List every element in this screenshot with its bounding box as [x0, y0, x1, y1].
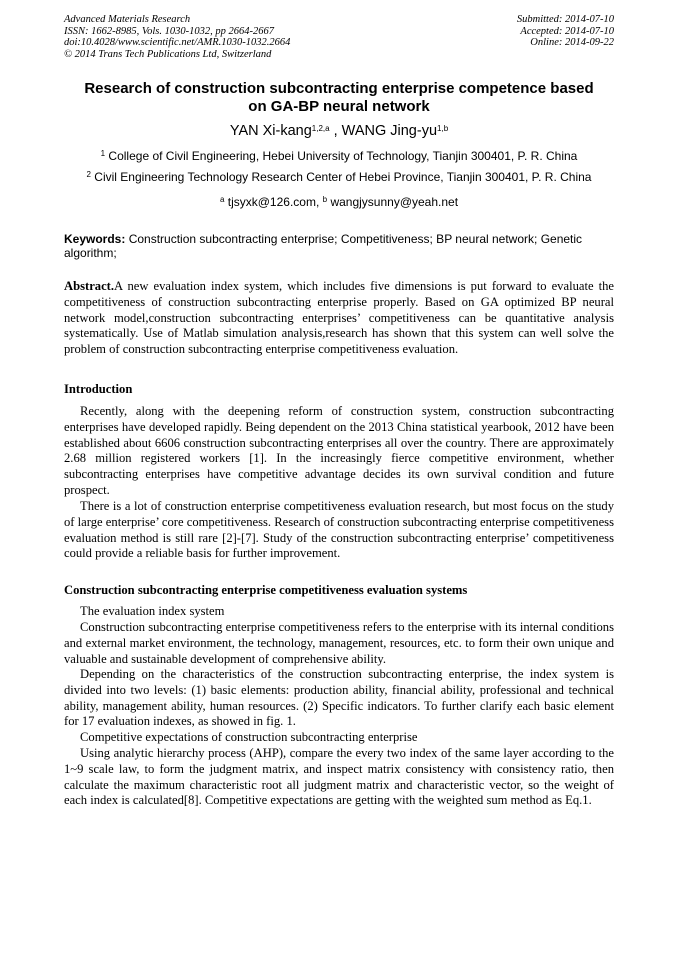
abstract — [64, 279, 614, 358]
affiliation-1-text: College of Civil Engineering, Hebei University of Technology, Tianjin 300401, P. R. China — [108, 149, 578, 163]
affiliation-1-sup: 1 — [100, 149, 106, 158]
email-b-sup: b — [322, 195, 328, 204]
introduction-paragraph-2: There is a lot of construction enterprise competitiveness evaluation research, but most focus on the study of large enterprise’ core competitiveness. Research of construction subcontracting enterprise competitiveness evaluation method is still rare [2]-[7]. Study of the construction subcontracting enterprise’ competitiveness could provide a reliable basis for further improvement. — [64, 499, 614, 561]
author-list — [64, 122, 614, 140]
introduction-heading: Introduction — [64, 382, 133, 396]
journal-header-left — [64, 14, 290, 60]
accepted-date: Accepted: 2014-07-10 — [520, 25, 614, 37]
journal-name: Advanced Materials Research — [64, 14, 191, 25]
abstract-label: Abstract. — [64, 279, 115, 293]
keywords — [64, 232, 614, 260]
introduction-paragraph-1: Recently, along with the deepening reform of construction system, construction subcontracting enterprises have developed rapidly. Being dependent on the 2013 China statistical yearbook, 2012 have been established about 6606 construction subcontracting enterprises all over the country. There are approximately 2.68 million registered workers [1]. In the increasingly fierce competitive environment, whether subcontracting enterprises have competitive advantage decides its own survival condition and future prospect. — [64, 404, 614, 497]
author-1-name: YAN Xi-kang — [229, 123, 312, 139]
section-2-paragraph-2: Depending on the characteristics of the construction subcontracting enterprise, the index system is divided into two levels: (1) basic elements: production ability, financial ability, professional and technical ability, management ability, human resources. (2) Specific indicators. To further clarify each basic element for 17 evaluation indexes, as showed in fig. 1. — [64, 667, 614, 729]
doi-line: doi:10.4028/www.scientific.net/AMR.1030-1032.2664 — [64, 37, 291, 48]
title-line-2: on GA-BP neural network — [248, 98, 430, 115]
author-2-name: WANG Jing-yu — [341, 123, 438, 139]
email-line — [64, 195, 614, 209]
section-2-paragraph-1: Construction subcontracting enterprise competitiveness refers to the enterprise with its internal conditions and external market environment, the technology, management, resources, etc. to form their own unique and valuable and sustainable development of comprehensive ability. — [64, 620, 614, 666]
subsection-competitive-expectations: Competitive expectations of construction subcontracting enterprise — [80, 730, 418, 744]
affiliation-1 — [64, 149, 614, 163]
paper-title — [64, 80, 614, 116]
abstract-text: A new evaluation index system, which includes five dimensions is put forward to evaluate the competitiveness of construction subcontracting enterprise properly. Based on GA optimized BP neural network model,construction subcontracting enterprises’ competitiveness can be quantitative analysis systematically. Use of Matlab simulation analysis,research has shown that this system can well solve the problem of construction subcontracting enterprise competitiveness evaluation. — [64, 279, 614, 357]
author-separator: , — [329, 123, 342, 139]
copyright-line: © 2014 Trans Tech Publications Ltd, Switzerland — [64, 48, 272, 60]
section-2-heading: Construction subcontracting enterprise competitiveness evaluation systems — [64, 583, 468, 597]
affiliation-2-text: Civil Engineering Technology Research Center of Hebei Province, Tianjin 300401, P. R. China — [94, 170, 592, 184]
author-2-sup: 1,b — [437, 124, 449, 133]
email-a[interactable]: tjsyxk@126.com, — [227, 195, 320, 209]
email-b[interactable]: wangjysunny@yeah.net — [330, 195, 459, 209]
keywords-text: Construction subcontracting enterprise; Competitiveness; BP neural network; Genetic algorithm; — [64, 232, 583, 260]
subsection-evaluation-index-system: The evaluation index system — [80, 604, 225, 618]
email-a-sup: a — [219, 195, 225, 204]
online-date: Online: 2014-09-22 — [530, 37, 614, 48]
submitted-date: Submitted: 2014-07-10 — [516, 14, 614, 25]
journal-header-right — [517, 14, 614, 49]
section-2-paragraph-3: Using analytic hierarchy process (AHP), compare the every two index of the same layer according to the 1~9 scale law, to form the judgment matrix, and inspect matrix consistency with consistency ratio, then calculate the maximum characteristic root all judgment matrix and characteristic vector, so the weight of each index is calculated[8]. Competitive expectations are getting with the weighted sum method as Eq.1. — [64, 746, 614, 808]
affiliation-2-sup: 2 — [86, 170, 91, 179]
keywords-label: Keywords: — [64, 232, 126, 246]
title-line-1: Research of construction subcontracting enterprise competence based — [84, 80, 594, 97]
issn-line: ISSN: 1662-8985, Vols. 1030-1032, pp 2664-2667 — [64, 25, 274, 37]
author-1-sup: 1,2,a — [311, 124, 330, 133]
affiliation-2 — [64, 170, 614, 184]
